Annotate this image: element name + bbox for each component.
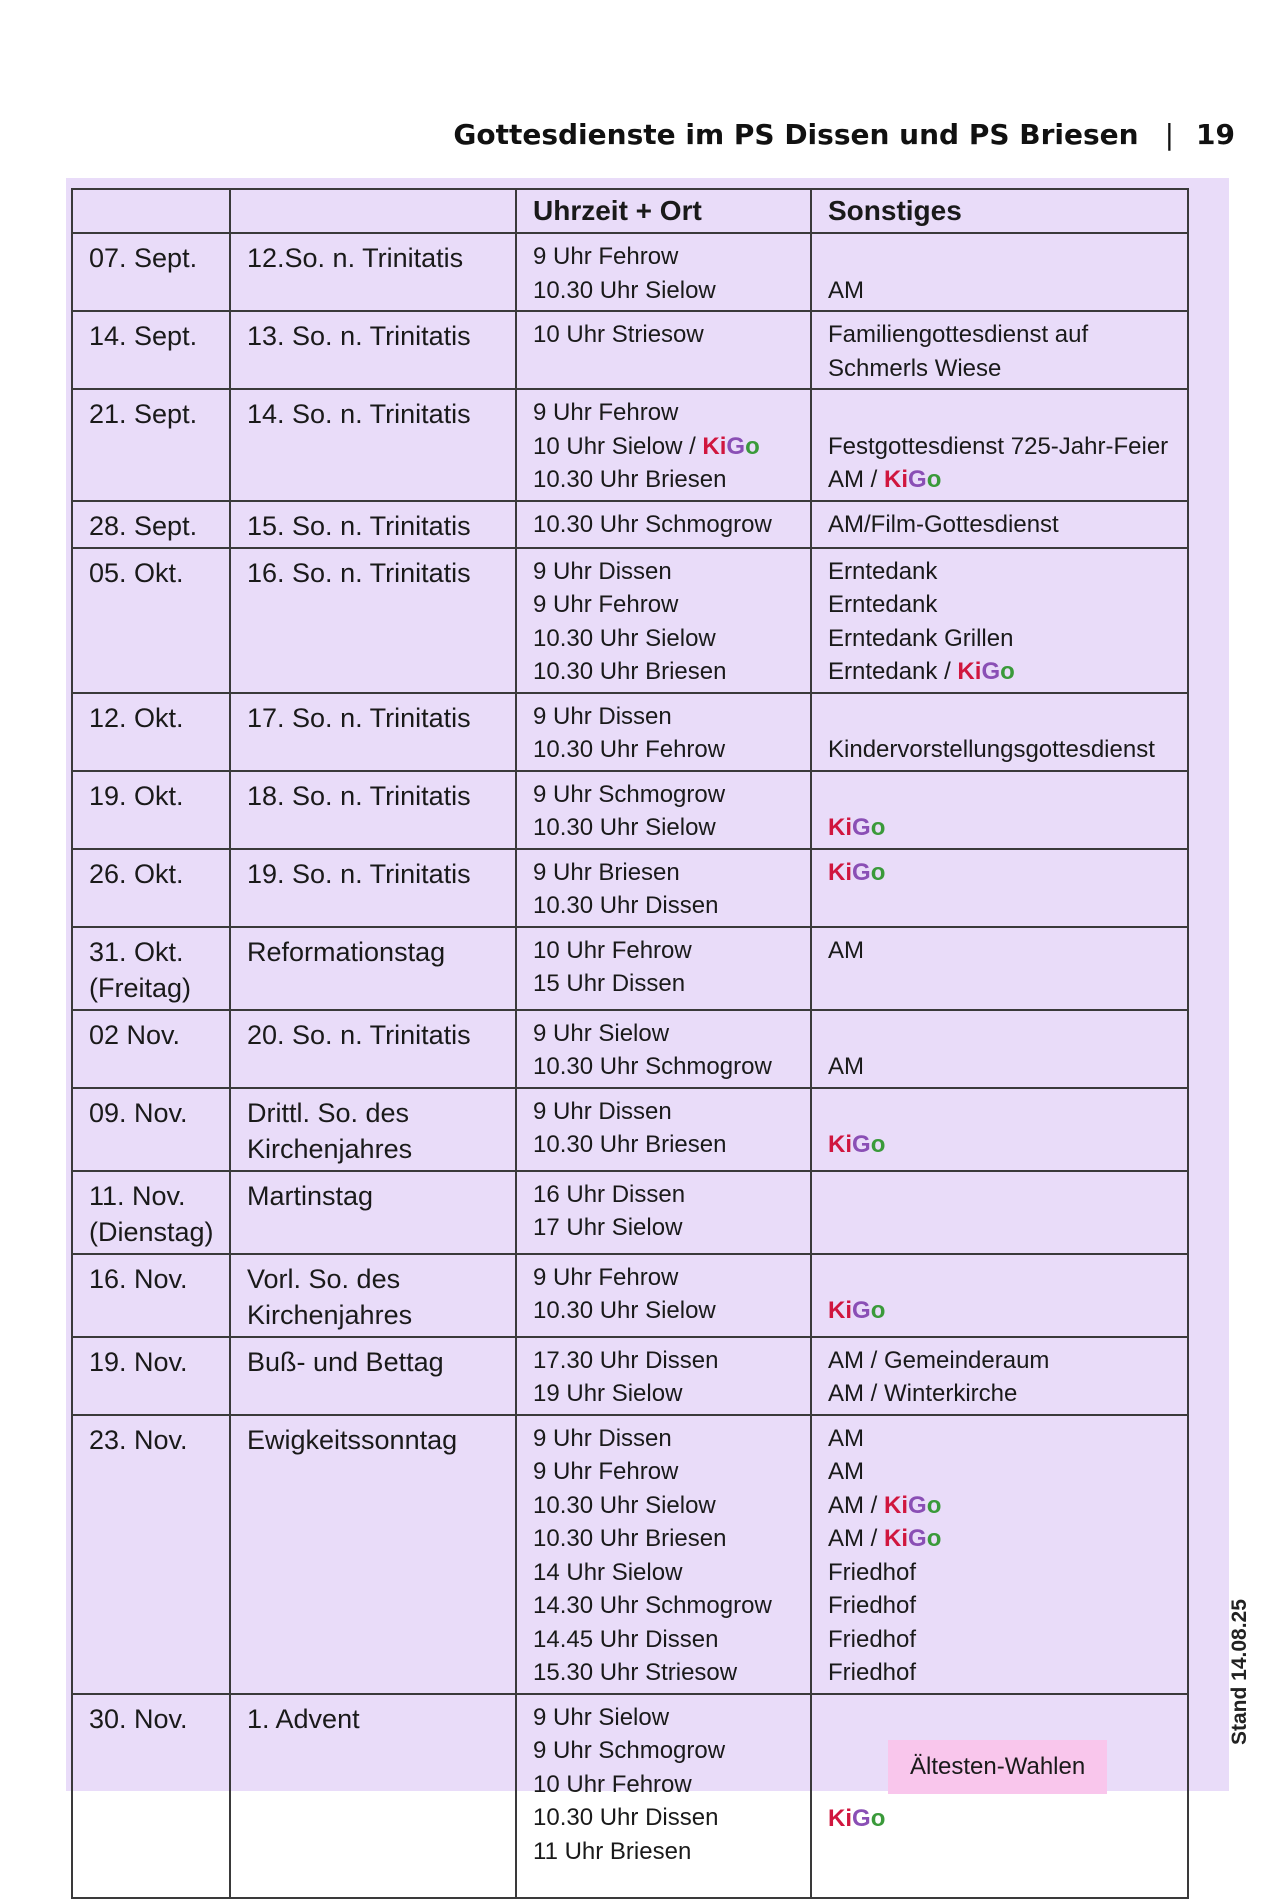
table-row xyxy=(72,1171,1188,1254)
church-day-cell xyxy=(230,1010,516,1088)
time-place-cell xyxy=(516,1694,811,1898)
time-place-cell xyxy=(516,501,811,548)
kigo-label xyxy=(884,466,941,493)
church-day-cell xyxy=(230,1415,516,1694)
church-day-line: Ewigkeitssonntag xyxy=(247,1424,458,1455)
kigo-letter: o xyxy=(926,1491,942,1519)
table-row xyxy=(72,233,1188,311)
kigo-label xyxy=(828,1805,885,1832)
kigo-label xyxy=(828,814,885,841)
notes-line xyxy=(828,240,1177,274)
kigo-letter: i xyxy=(845,1297,853,1324)
time-place-cell xyxy=(516,927,811,1010)
notes-cell xyxy=(811,1088,1188,1171)
service-date-cell xyxy=(72,233,230,311)
time-place-cell xyxy=(516,1254,811,1337)
time-place-cell xyxy=(516,1415,811,1694)
kigo-letter: G xyxy=(908,1491,927,1519)
notes-cell xyxy=(811,1415,1188,1694)
time-place-line: 9 Uhr Fehrow xyxy=(533,1458,679,1485)
kigo-letter: G xyxy=(852,1131,871,1158)
kigo-letter: i xyxy=(901,1491,909,1519)
kigo-letter: K xyxy=(828,858,846,886)
kigo-label xyxy=(828,1297,885,1324)
time-place-line: 10.30 Uhr Sielow xyxy=(533,1491,716,1519)
notes-cell xyxy=(811,1010,1188,1088)
time-place-line: 19 Uhr Sielow xyxy=(533,1380,683,1407)
time-place-line: 10.30 Uhr Dissen xyxy=(533,892,719,919)
time-place-line: 14.30 Uhr Schmogrow xyxy=(533,1592,772,1619)
service-date-line: 02 Nov. xyxy=(89,1019,181,1050)
time-place-line: 17 Uhr Sielow xyxy=(533,1214,683,1241)
notes-line xyxy=(828,655,1177,689)
church-day-cell xyxy=(230,1694,516,1898)
notes-line xyxy=(828,396,1177,430)
service-date-line: 07. Sept. xyxy=(89,243,198,273)
kigo-label xyxy=(884,1525,941,1552)
service-date-line: 30. Nov. xyxy=(89,1703,188,1734)
kigo-letter: i xyxy=(845,858,853,886)
church-day-line: 18. So. n. Trinitatis xyxy=(247,780,471,811)
notes-line xyxy=(828,1095,1177,1129)
kigo-label xyxy=(828,859,885,886)
time-place-cell xyxy=(516,233,811,311)
time-place-line: 14.45 Uhr Dissen xyxy=(533,1625,719,1653)
kigo-letter: K xyxy=(884,466,902,493)
notes-line: AM / Gemeinderaum xyxy=(828,1346,1050,1374)
table-row xyxy=(72,927,1188,1010)
kigo-letter: K xyxy=(828,1805,846,1832)
notes-line xyxy=(828,778,1177,812)
time-place-cell xyxy=(516,389,811,501)
time-place-cell xyxy=(516,311,811,389)
notes-line: AM xyxy=(828,1458,864,1485)
notes-cell xyxy=(811,927,1188,1010)
service-date-cell xyxy=(72,927,230,1010)
notes-line xyxy=(828,856,1177,890)
time-place-line: 10.30 Uhr Sielow xyxy=(533,276,716,304)
notes-cell xyxy=(811,1337,1188,1415)
kigo-letter: i xyxy=(901,466,909,493)
kigo-letter: K xyxy=(884,1525,902,1552)
kigo-label xyxy=(828,1131,885,1158)
church-day-cell xyxy=(230,771,516,849)
table-row xyxy=(72,1694,1188,1898)
service-date-line: 16. Nov. xyxy=(89,1263,188,1294)
notes-line: Erntedank Grillen xyxy=(828,624,1014,652)
time-place-line: 15 Uhr Dissen xyxy=(533,970,686,997)
church-day-line: 15. So. n. Trinitatis xyxy=(247,510,471,541)
time-place-line: 9 Uhr Dissen xyxy=(533,1424,672,1452)
service-date-line: 05. Okt. xyxy=(89,557,184,588)
church-day-cell xyxy=(230,1171,516,1254)
notes-cell xyxy=(811,233,1188,311)
notes-line xyxy=(828,1261,1177,1295)
notes-line xyxy=(828,1178,1177,1212)
church-day-cell xyxy=(230,233,516,311)
time-place-line: 10 Uhr Striesow xyxy=(533,321,704,348)
church-day-cell xyxy=(230,389,516,501)
kigo-letter: o xyxy=(870,1805,886,1832)
notes-line: Kindervorstellungsgottesdienst xyxy=(828,736,1155,763)
kigo-letter: i xyxy=(845,814,853,841)
table-row xyxy=(72,1415,1188,1694)
time-place-line: 17.30 Uhr Dissen xyxy=(533,1346,719,1374)
time-place-line: 10.30 Uhr Dissen xyxy=(533,1804,719,1831)
kigo-letter: o xyxy=(926,1525,942,1552)
cell-text: AM / xyxy=(828,1491,885,1519)
time-place-cell xyxy=(516,1010,811,1088)
service-date-line: 23. Nov. xyxy=(89,1424,188,1455)
church-day-line: 13. So. n. Trinitatis xyxy=(247,321,471,351)
service-date-line: (Freitag) xyxy=(89,972,192,1003)
service-date-cell xyxy=(72,771,230,849)
time-place-line: 9 Uhr Dissen xyxy=(533,702,672,730)
time-place-line: 16 Uhr Dissen xyxy=(533,1180,686,1208)
church-day-line: 19. So. n. Trinitatis xyxy=(247,858,471,889)
service-date-cell xyxy=(72,1415,230,1694)
time-place-cell xyxy=(516,771,811,849)
elder-election-badge: Ältesten-Wahlen xyxy=(888,1740,1107,1794)
table-row xyxy=(72,1088,1188,1171)
kigo-letter: G xyxy=(852,1297,871,1324)
table-header-row xyxy=(72,189,1188,233)
time-place-line: 9 Uhr Fehrow xyxy=(533,591,679,618)
notes-line: Familiengottesdienst auf xyxy=(828,321,1089,348)
notes-line xyxy=(828,811,1177,845)
church-day-line: 20. So. n. Trinitatis xyxy=(247,1019,471,1050)
notes-line xyxy=(828,1522,1177,1556)
church-day-cell xyxy=(230,1337,516,1415)
kigo-letter: o xyxy=(745,432,760,460)
service-date-line: 09. Nov. xyxy=(89,1097,188,1128)
church-day-line: 16. So. n. Trinitatis xyxy=(247,557,471,588)
notes-line: Friedhof xyxy=(828,1558,917,1586)
time-place-cell xyxy=(516,693,811,771)
service-date-line: 31. Okt. xyxy=(89,936,184,967)
service-date-line: (Dienstag) xyxy=(89,1216,214,1247)
stand-date: Stand 14.08.25 xyxy=(1228,1599,1251,1745)
header-time-place: Uhrzeit + Ort xyxy=(516,189,811,233)
time-place-line: 9 Uhr Fehrow xyxy=(533,1263,679,1291)
notes-cell xyxy=(811,693,1188,771)
time-place-line: 10.30 Uhr Schmogrow xyxy=(533,1053,772,1080)
church-day-cell xyxy=(230,548,516,693)
time-place-line: 9 Uhr Schmogrow xyxy=(533,1737,726,1764)
time-place-line: 9 Uhr Briesen xyxy=(533,858,680,886)
time-place-line: 9 Uhr Schmogrow xyxy=(533,780,726,808)
notes-line: Erntedank xyxy=(828,591,938,618)
notes-line: Friedhof xyxy=(828,1592,917,1619)
kigo-letter: o xyxy=(870,1131,886,1158)
church-day-cell xyxy=(230,1088,516,1171)
kigo-letter: o xyxy=(1000,658,1015,685)
service-date-cell xyxy=(72,1694,230,1898)
table-row xyxy=(72,548,1188,693)
notes-line: AM / Winterkirche xyxy=(828,1380,1018,1407)
table-body xyxy=(72,233,1188,1898)
kigo-letter: K xyxy=(702,432,720,460)
kigo-letter: G xyxy=(852,858,871,886)
time-place-line: 9 Uhr Sielow xyxy=(533,1703,670,1731)
kigo-letter: o xyxy=(870,858,886,886)
time-place-line: 10 Uhr Fehrow xyxy=(533,1770,692,1798)
church-day-cell xyxy=(230,311,516,389)
time-place-line: 9 Uhr Dissen xyxy=(533,1097,672,1125)
notes-line xyxy=(828,1489,1177,1523)
church-day-line: 12.So. n. Trinitatis xyxy=(247,243,464,273)
kigo-letter: K xyxy=(828,1131,846,1158)
service-date-line: 21. Sept. xyxy=(89,399,198,429)
notes-line xyxy=(828,700,1177,734)
church-day-cell xyxy=(230,501,516,548)
kigo-letter: K xyxy=(828,1297,846,1324)
church-day-line: 14. So. n. Trinitatis xyxy=(247,399,471,429)
time-place-cell xyxy=(516,849,811,927)
notes-line xyxy=(828,1128,1177,1162)
time-place-line: 9 Uhr Fehrow xyxy=(533,243,679,270)
church-day-line: Reformationstag xyxy=(247,936,446,967)
kigo-letter: o xyxy=(870,1297,886,1324)
kigo-letter: G xyxy=(908,1525,927,1552)
kigo-label xyxy=(884,1492,941,1519)
notes-line xyxy=(828,1802,1177,1836)
table-row xyxy=(72,1337,1188,1415)
cell-text: Erntedank / xyxy=(828,658,958,685)
notes-cell xyxy=(811,771,1188,849)
notes-cell xyxy=(811,849,1188,927)
notes-line xyxy=(828,1294,1177,1328)
kigo-letter: K xyxy=(828,814,846,841)
kigo-letter: i xyxy=(974,658,982,685)
service-date-cell xyxy=(72,1337,230,1415)
table-row xyxy=(72,771,1188,849)
table-row xyxy=(72,1010,1188,1088)
time-place-line: 10.30 Uhr Sielow xyxy=(533,814,716,841)
notes-line: AM/Film-Gottesdienst xyxy=(828,510,1059,538)
table-row xyxy=(72,693,1188,771)
header-notes: Sonstiges xyxy=(811,189,1188,233)
page-number: 19 xyxy=(1196,118,1235,151)
kigo-letter: i xyxy=(845,1805,853,1832)
time-place-line: 10.30 Uhr Briesen xyxy=(533,1525,727,1552)
cell-text: 10 Uhr Sielow / xyxy=(533,432,703,460)
notes-cell xyxy=(811,548,1188,693)
time-place-cell xyxy=(516,1088,811,1171)
church-day-line: Buß- und Bettag xyxy=(247,1346,444,1377)
notes-line: Erntedank xyxy=(828,557,938,585)
service-date-cell xyxy=(72,849,230,927)
church-day-line: Kirchenjahres xyxy=(247,1133,413,1164)
time-place-line: 10.30 Uhr Sielow xyxy=(533,624,716,652)
service-date-line: 11. Nov. xyxy=(89,1180,186,1211)
time-place-line xyxy=(533,430,800,464)
cell-text: AM / xyxy=(828,1525,885,1552)
table-row xyxy=(72,849,1188,927)
notes-cell xyxy=(811,1171,1188,1254)
church-day-line: Kirchenjahres xyxy=(247,1299,413,1330)
kigo-letter: i xyxy=(901,1525,909,1552)
time-place-line: 9 Uhr Fehrow xyxy=(533,399,679,426)
notes-line xyxy=(828,1017,1177,1051)
service-date-cell xyxy=(72,1088,230,1171)
notes-cell xyxy=(811,1254,1188,1337)
notes-line: AM xyxy=(828,1053,864,1080)
service-date-cell xyxy=(72,1171,230,1254)
notes-line: AM xyxy=(828,1424,864,1452)
kigo-letter: K xyxy=(957,658,975,685)
kigo-letter: o xyxy=(870,814,886,841)
table-row xyxy=(72,1254,1188,1337)
table-row xyxy=(72,311,1188,389)
church-day-line: 17. So. n. Trinitatis xyxy=(247,702,471,733)
kigo-letter: G xyxy=(726,432,746,460)
service-date-cell xyxy=(72,1254,230,1337)
notes-line: Schmerls Wiese xyxy=(828,354,1002,382)
service-date-cell xyxy=(72,1010,230,1088)
kigo-letter: o xyxy=(926,466,942,493)
notes-line xyxy=(828,1701,1177,1735)
notes-line: AM xyxy=(828,936,864,964)
kigo-letter: i xyxy=(845,1131,853,1158)
service-date-cell xyxy=(72,693,230,771)
notes-line: Friedhof xyxy=(828,1659,917,1686)
time-place-line: 10.30 Uhr Briesen xyxy=(533,466,727,493)
table-row xyxy=(72,501,1188,548)
kigo-letter: K xyxy=(884,1491,902,1519)
time-place-cell xyxy=(516,548,811,693)
notes-line: Festgottesdienst 725-Jahr-Feier xyxy=(828,432,1169,460)
service-date-cell xyxy=(72,311,230,389)
service-date-cell xyxy=(72,501,230,548)
kigo-label xyxy=(957,658,1014,685)
time-place-line: 10.30 Uhr Fehrow xyxy=(533,736,726,763)
time-place-line: 10 Uhr Fehrow xyxy=(533,936,692,964)
notes-cell xyxy=(811,1694,1188,1898)
service-date-line: 14. Sept. xyxy=(89,321,198,351)
header-date xyxy=(72,189,230,233)
time-place-line: 10.30 Uhr Briesen xyxy=(533,658,727,685)
service-date-line: 12. Okt. xyxy=(89,702,184,733)
kigo-letter: G xyxy=(852,814,871,841)
church-day-cell xyxy=(230,1254,516,1337)
time-place-line: 10.30 Uhr Briesen xyxy=(533,1131,727,1158)
time-place-line: 11 Uhr Briesen xyxy=(533,1837,692,1865)
kigo-letter: G xyxy=(908,466,927,493)
service-date-line: 26. Okt. xyxy=(89,858,184,889)
church-day-cell xyxy=(230,693,516,771)
service-schedule-table xyxy=(71,188,1189,1899)
service-date-line: 19. Nov. xyxy=(89,1346,188,1377)
time-place-line: 9 Uhr Dissen xyxy=(533,557,672,585)
header-sunday xyxy=(230,189,516,233)
church-day-line: 1. Advent xyxy=(247,1703,360,1734)
notes-cell xyxy=(811,389,1188,501)
church-day-line: Martinstag xyxy=(247,1180,374,1211)
page-header xyxy=(0,118,1235,151)
time-place-cell xyxy=(516,1171,811,1254)
service-date-line: 28. Sept. xyxy=(89,510,198,541)
notes-line xyxy=(828,1734,1177,1802)
table-row xyxy=(72,389,1188,501)
time-place-line: 10.30 Uhr Schmogrow xyxy=(533,510,772,538)
kigo-letter: G xyxy=(981,658,1001,685)
time-place-line: 15.30 Uhr Striesow xyxy=(533,1659,738,1686)
notes-line: Friedhof xyxy=(828,1625,917,1653)
cell-text: AM / xyxy=(828,466,885,493)
notes-cell xyxy=(811,311,1188,389)
kigo-label xyxy=(702,433,759,460)
header-separator: | xyxy=(1164,118,1175,151)
kigo-letter: i xyxy=(719,432,727,460)
time-place-line: 9 Uhr Sielow xyxy=(533,1019,670,1047)
church-day-line: Vorl. So. des xyxy=(247,1263,401,1294)
time-place-line: 10.30 Uhr Sielow xyxy=(533,1297,716,1324)
church-day-cell xyxy=(230,849,516,927)
notes-line xyxy=(828,463,1177,497)
time-place-cell xyxy=(516,1337,811,1415)
notes-cell xyxy=(811,501,1188,548)
time-place-line: 14 Uhr Sielow xyxy=(533,1558,683,1586)
notes-line: AM xyxy=(828,276,864,304)
church-day-cell xyxy=(230,927,516,1010)
page-title: Gottesdienste im PS Dissen und PS Briesen xyxy=(453,118,1139,151)
service-date-cell xyxy=(72,389,230,501)
service-date-line: 19. Okt. xyxy=(89,780,184,811)
service-date-cell xyxy=(72,548,230,693)
kigo-letter: G xyxy=(852,1805,871,1832)
church-day-line: Drittl. So. des xyxy=(247,1097,410,1128)
